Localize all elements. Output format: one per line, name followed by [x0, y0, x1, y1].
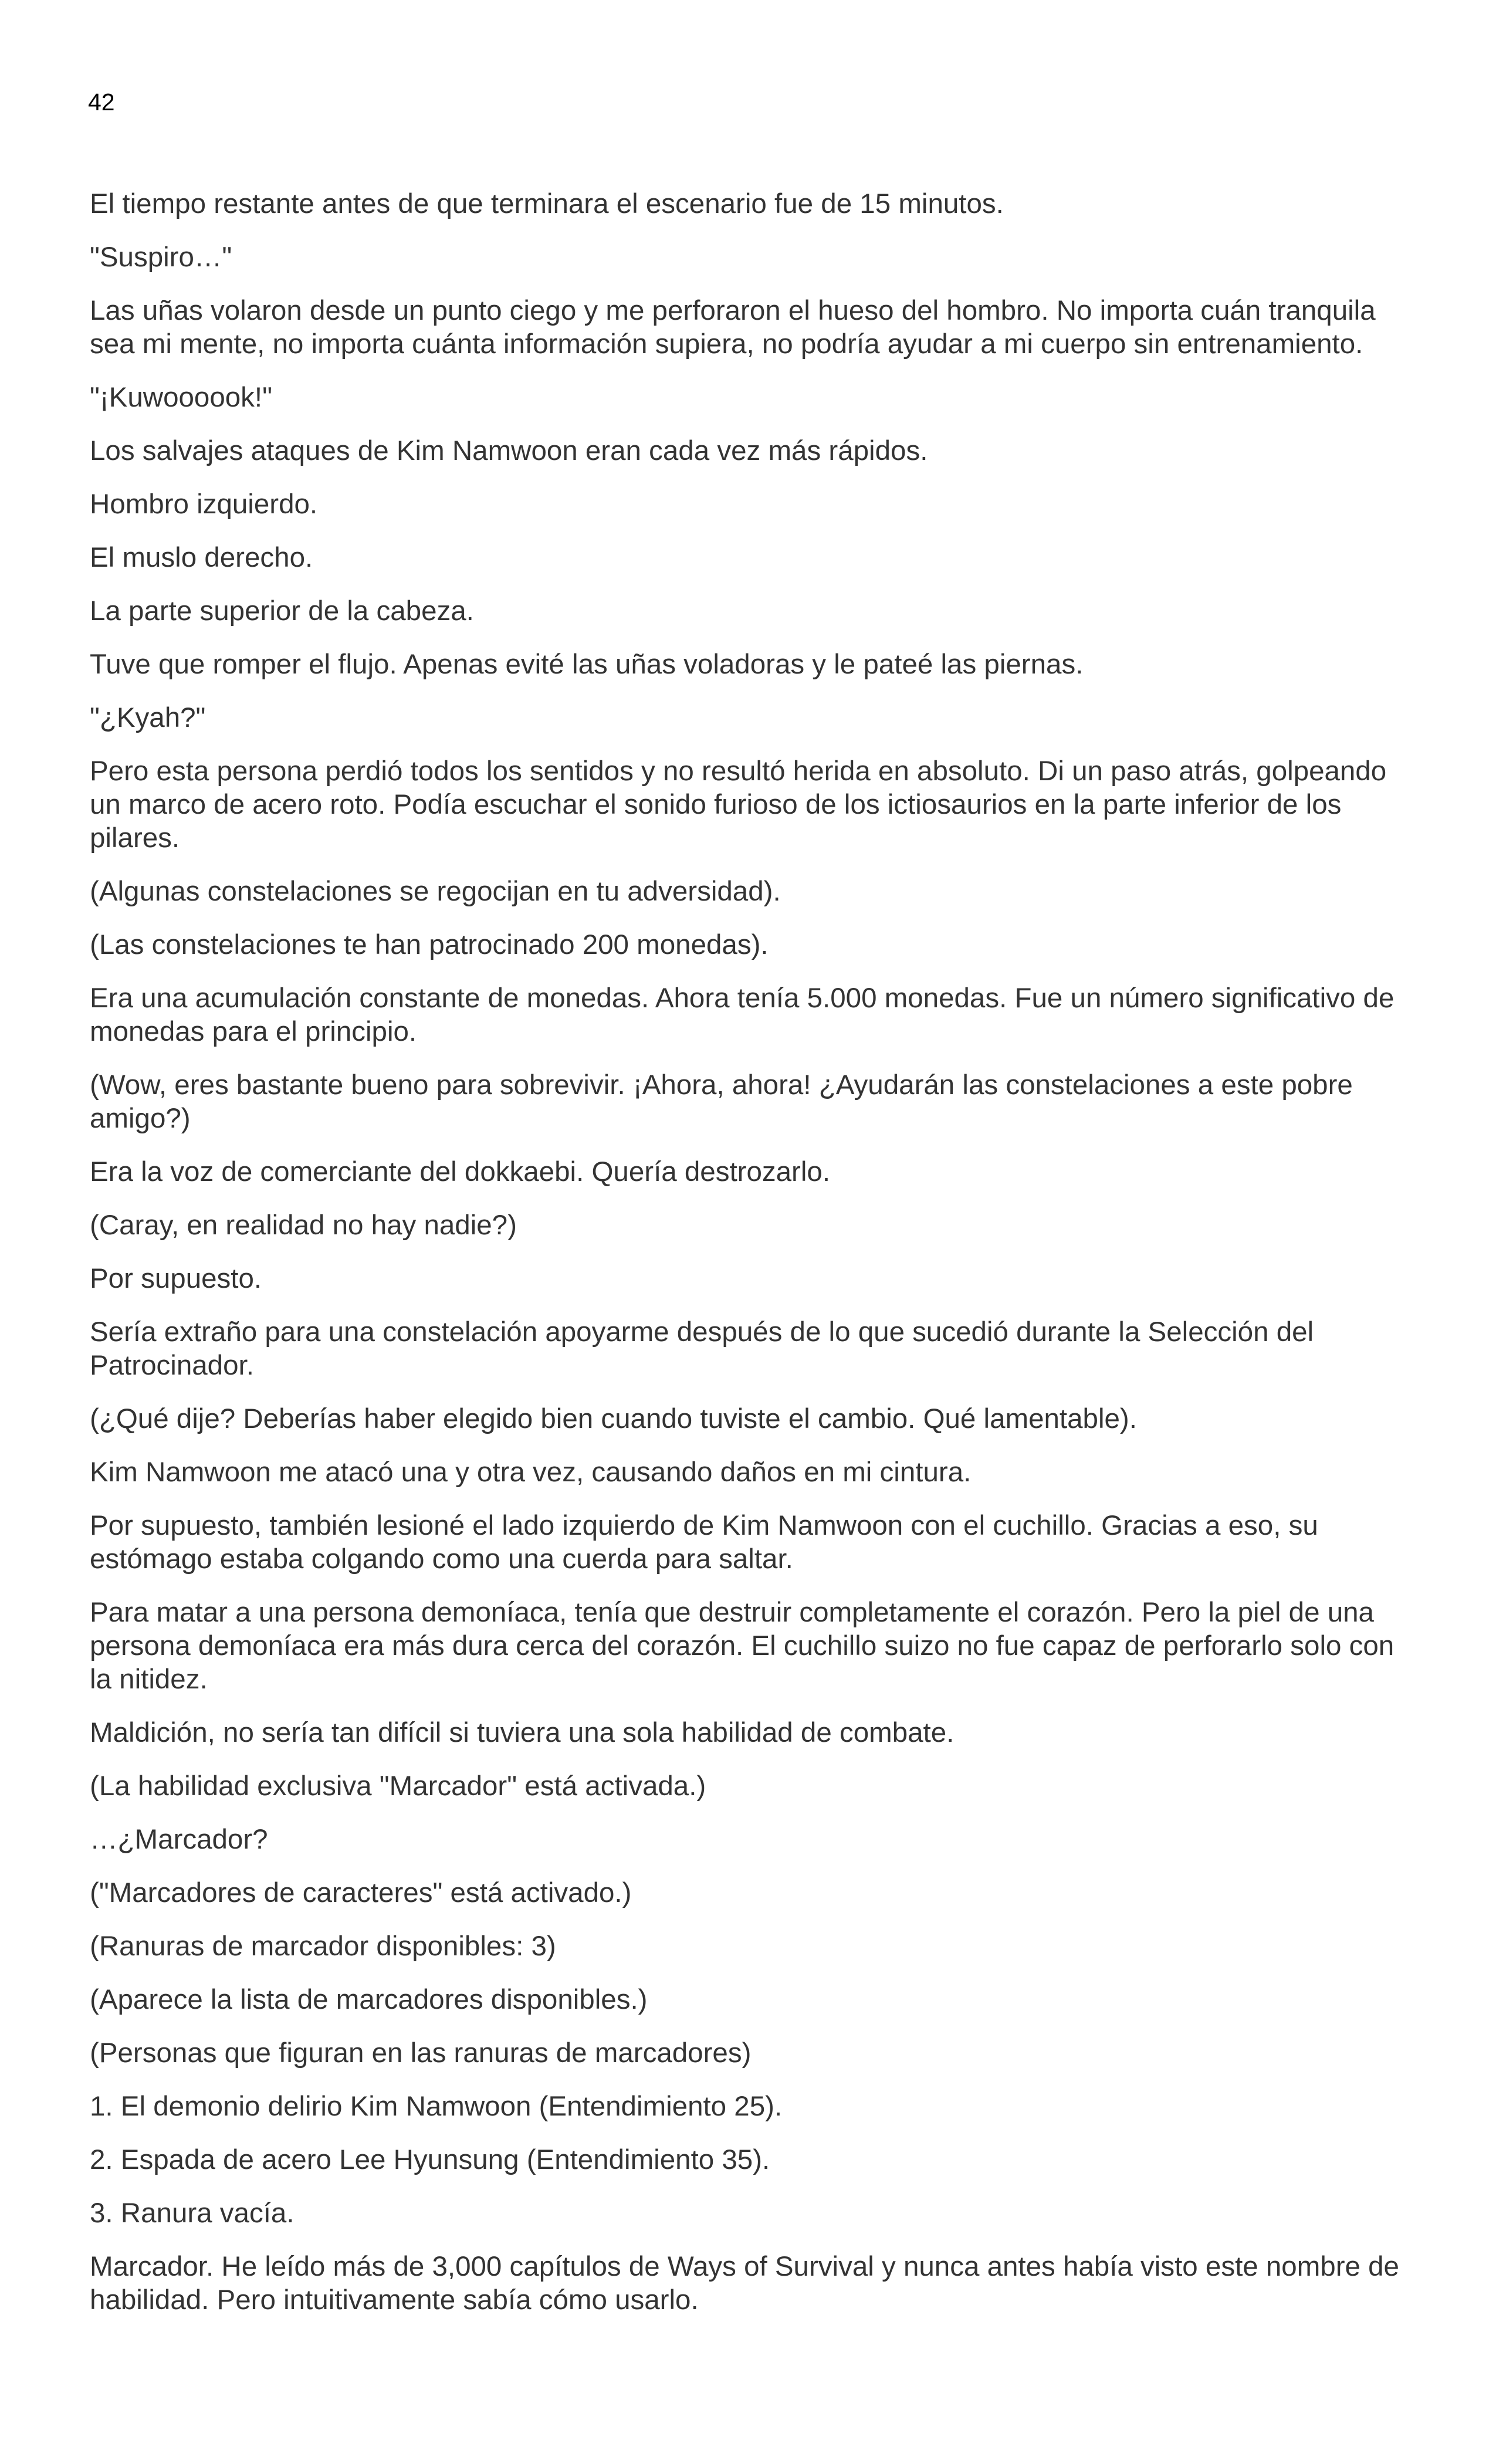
- paragraph: …¿Marcador?: [90, 1824, 268, 1855]
- list-item: 2. Espada de acero Lee Hyunsung (Entendimiento 35).: [90, 2144, 770, 2175]
- paragraph: El muslo derecho.: [90, 542, 313, 573]
- paragraph: Las uñas volaron desde un punto ciego y me perforaron el hueso del hombro. No importa cuán tranquila sea mi mente, no importa cuánta información supiera, no podría ayudar a mi cuerpo sin entrenamiento.: [90, 295, 1376, 360]
- list-item: 3. Ranura vacía.: [90, 2198, 295, 2229]
- paragraph: Marcador. He leído más de 3,000 capítulos de Ways of Survival y nunca antes había visto este nombre de habilidad. Pero intuitivamente sabía cómo usarlo.: [90, 2251, 1399, 2316]
- paragraph: Maldición, no sería tan difícil si tuviera una sola habilidad de combate.: [90, 1717, 955, 1748]
- paragraph: Era una acumulación constante de monedas. Ahora tenía 5.000 monedas. Fue un número significativo de monedas para el principio.: [90, 983, 1395, 1047]
- paragraph: ("Marcadores de caracteres" está activado.): [90, 1877, 632, 1908]
- paragraph: (Wow, eres bastante bueno para sobrevivir. ¡Ahora, ahora! ¿Ayudarán las constelaciones a este pobre amigo?): [90, 1069, 1353, 1134]
- paragraph: La parte superior de la cabeza.: [90, 595, 474, 627]
- list-item: 1. El demonio delirio Kim Namwoon (Entendimiento 25).: [90, 2091, 783, 2122]
- paragraph: Los salvajes ataques de Kim Namwoon eran cada vez más rápidos.: [90, 435, 928, 466]
- paragraph: (Personas que figuran en las ranuras de marcadores): [90, 2037, 752, 2069]
- paragraph: (Ranuras de marcador disponibles: 3): [90, 1931, 556, 1962]
- paragraph: Kim Namwoon me atacó una y otra vez, causando daños en mi cintura.: [90, 1457, 972, 1488]
- paragraph: "¿Kyah?": [90, 702, 206, 733]
- paragraph: (La habilidad exclusiva "Marcador" está activada.): [90, 1771, 706, 1802]
- paragraph: (Algunas constelaciones se regocijan en tu adversidad).: [90, 876, 781, 907]
- paragraph: Sería extraño para una constelación apoyarme después de lo que sucedió durante la Selección del Patrocinador.: [90, 1316, 1314, 1381]
- paragraph: Pero esta persona perdió todos los sentidos y no resultó herida en absoluto. Di un paso atrás, golpeando un marco de acero roto. Podía escuchar el sonido furioso de los ictiosaurios en la parte inferior de los pilares.: [90, 756, 1387, 854]
- page-body: [90, 187, 1407, 2337]
- paragraph: El tiempo restante antes de que terminara el escenario fue de 15 minutos.: [90, 188, 1004, 219]
- paragraph: "Suspiro…": [90, 242, 232, 273]
- page-number: 42: [88, 89, 115, 116]
- paragraph: Tuve que romper el flujo. Apenas evité las uñas voladoras y le pateé las piernas.: [90, 649, 1084, 680]
- paragraph: (¿Qué dije? Deberías haber elegido bien cuando tuviste el cambio. Qué lamentable).: [90, 1403, 1137, 1434]
- paragraph: Por supuesto, también lesioné el lado izquierdo de Kim Namwoon con el cuchillo. Gracias a eso, su estómago estaba colgando como una cuerda para saltar.: [90, 1510, 1318, 1575]
- paragraph: (Caray, en realidad no hay nadie?): [90, 1210, 517, 1241]
- paragraph: (Aparece la lista de marcadores disponibles.): [90, 1984, 648, 2015]
- paragraph: Hombro izquierdo.: [90, 489, 318, 520]
- paragraph: (Las constelaciones te han patrocinado 200 monedas).: [90, 929, 769, 960]
- paragraph: Por supuesto.: [90, 1263, 262, 1294]
- paragraph: Para matar a una persona demoníaca, tenía que destruir completamente el corazón. Pero la piel de una persona demoníaca era más dura cerca del corazón. El cuchillo suizo no fue capaz de perforarlo solo con la nitidez.: [90, 1597, 1395, 1695]
- paragraph: "¡Kuwoooook!": [90, 382, 272, 413]
- paragraph: Era la voz de comerciante del dokkaebi. Quería destrozarlo.: [90, 1156, 831, 1187]
